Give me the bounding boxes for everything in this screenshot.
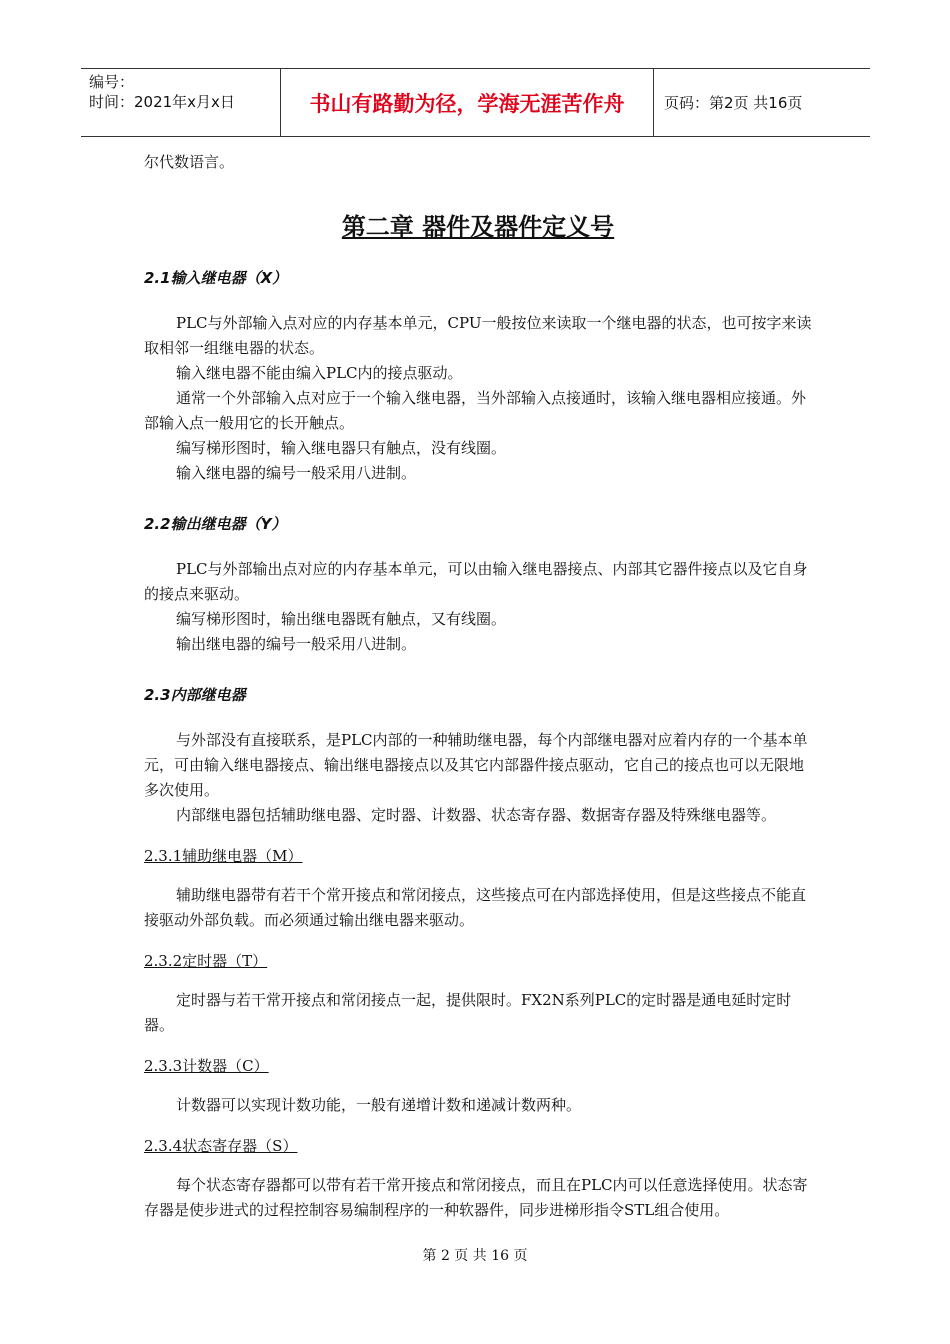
paragraph: PLC与外部输入点对应的内存基本单元，CPU一般按位来读取一个继电器的状态，也可按字来读取相邻一组继电器的状态。 <box>144 314 812 357</box>
paragraph: 辅助继电器带有若干个常开接点和常闭接点，这些接点可在内部选择使用，但是这些接点不能直接驱动外部负载。而必须通过输出继电器来驱动。 <box>144 886 807 929</box>
header-meta <box>81 69 281 136</box>
chapter-title-text: 第二章 器件及器件定义号 <box>341 213 615 241</box>
paragraph: 每个状态寄存器都可以带有若干常开接点和常闭接点，而且在PLC内可以任意选择使用。状态寄存器是使步进式的过程控制容易编制程序的一种软器件，同步进梯形指令STL组合使用。 <box>144 1176 808 1219</box>
section-2-2-title: 2.2输出继电器（Y） <box>144 515 287 533</box>
paragraph: 编写梯形图时，输入继电器只有触点，没有线圈。 <box>176 439 507 457</box>
paragraph: 输入继电器的编号一般采用八进制。 <box>176 464 417 482</box>
section-2-3-3-title: 2.3.3计数器（C） <box>144 1057 269 1075</box>
header-date: 时间：2021年x月x日 <box>89 93 235 111</box>
section-2-3-1-title: 2.3.1辅助继电器（M） <box>144 847 303 865</box>
paragraph: PLC与外部输出点对应的内存基本单元，可以由输入继电器接点、内部其它器件接点以及它自身的接点来驱动。 <box>144 560 808 603</box>
header-motto: 书山有路勤为径，学海无涯苦作舟 <box>281 69 654 136</box>
section-2-1-title: 2.1输入继电器（X） <box>144 269 288 287</box>
page-footer: 第 2 页 共 16 页 <box>422 1248 528 1264</box>
header-number-label: 编号： <box>89 73 135 91</box>
paragraph: 输出继电器的编号一般采用八进制。 <box>176 635 417 653</box>
header-page-info: 页码：第2页 共16页 <box>664 94 803 112</box>
paragraph: 输入继电器不能由编入PLC内的接点驱动。 <box>176 364 463 382</box>
paragraph: 计数器可以实现计数功能，一般有递增计数和递减计数两种。 <box>176 1096 582 1114</box>
paragraph: 通常一个外部输入点对应于一个输入继电器，当外部输入点接通时，该输入继电器相应接通。外部输入点一般用它的长开触点。 <box>144 389 807 432</box>
section-2-3-4-title: 2.3.4状态寄存器（S） <box>144 1137 298 1155</box>
chapter-title <box>144 215 812 240</box>
paragraph: 定时器与若干常开接点和常闭接点一起，提供限时。FX2N系列PLC的定时器是通电延时定时器。 <box>144 991 792 1034</box>
section-2-3-2-title: 2.3.2定时器（T） <box>144 952 268 970</box>
page-header <box>81 68 870 137</box>
paragraph: 内部继电器包括辅助继电器、定时器、计数器、状态寄存器、数据寄存器及特殊继电器等。 <box>176 806 777 824</box>
document-body <box>144 150 812 1223</box>
paragraph: 与外部没有直接联系，是PLC内部的一种辅助继电器，每个内部继电器对应着内存的一个基本单元，可由输入继电器接点、输出继电器接点以及其它内部器件接点驱动，它自己的接点也可以无限地多次使用。 <box>144 731 808 799</box>
carryover-text: 尔代数语言。 <box>144 153 235 171</box>
section-2-3-title: 2.3内部继电器 <box>144 686 246 704</box>
paragraph: 编写梯形图时，输出继电器既有触点，又有线圈。 <box>176 610 507 628</box>
